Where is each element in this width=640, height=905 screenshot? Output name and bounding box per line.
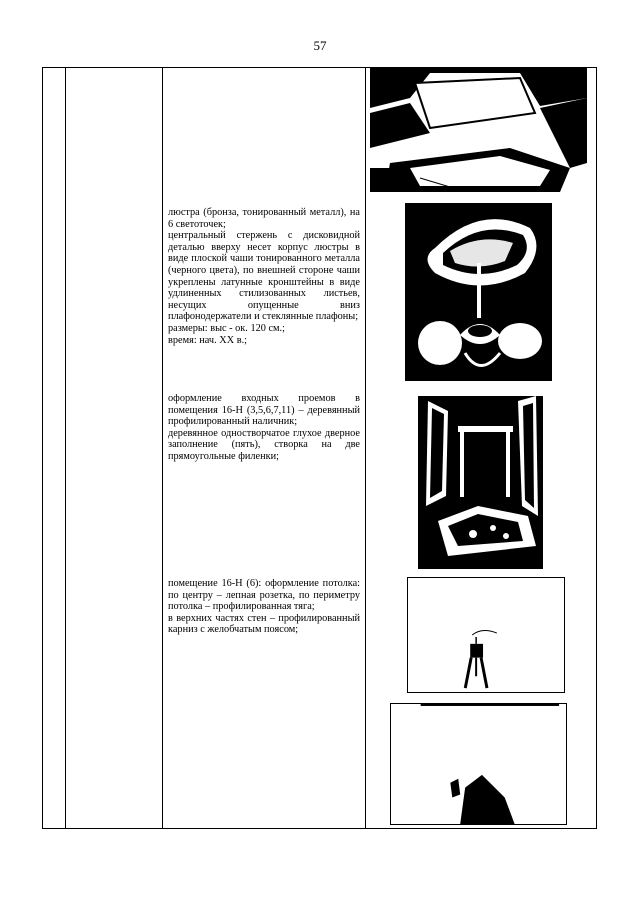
page-number: 57 bbox=[313, 38, 327, 53]
description-line: в верхних частях стен – профилированный карниз с желобчатым поясом; bbox=[168, 612, 360, 636]
photo-ceiling-rosette bbox=[407, 577, 565, 693]
column-divider-2 bbox=[162, 68, 163, 828]
photo-cornice bbox=[390, 703, 567, 825]
description-line: время: нач. XX в.; bbox=[168, 334, 248, 346]
photo-chandelier bbox=[405, 203, 552, 381]
column-divider-3 bbox=[365, 68, 366, 828]
description-chandelier bbox=[168, 207, 360, 346]
photo-doorways bbox=[418, 396, 543, 569]
description-line: помещение 16-Н (6): оформление потолка: по центру – лепная розетка, по периметру потолка – профилированная тяга; bbox=[168, 578, 360, 613]
description-line: оформление входных проемов в помещения 16-Н (3,5,6,7,11) – деревянный профилированный наличник; bbox=[168, 393, 360, 428]
description-doorways bbox=[168, 393, 360, 463]
description-ceiling bbox=[168, 578, 360, 636]
description-line: люстра (бронза, тонированный металл), на 6 светоточек; bbox=[168, 207, 360, 230]
photo-interior-top bbox=[370, 68, 587, 192]
column-divider-1 bbox=[65, 68, 66, 828]
description-line: размеры: выс - ок. 120 см.; bbox=[168, 322, 285, 334]
description-line: деревянное одностворчатое глухое дверное заполнение (пять), створка на две прямоугольные филенки; bbox=[168, 427, 360, 462]
description-line: центральный стержень с дисковидной деталью вверху несет корпус люстры в виде плоской чаши тонированного металла (черного цвета), по внешней стороне чаши укреплены латунные кронштейны в виде удлиненных стилизованных листьев, несущих опущенные вниз плафонодержатели и стеклянные плафоны; bbox=[168, 230, 360, 323]
